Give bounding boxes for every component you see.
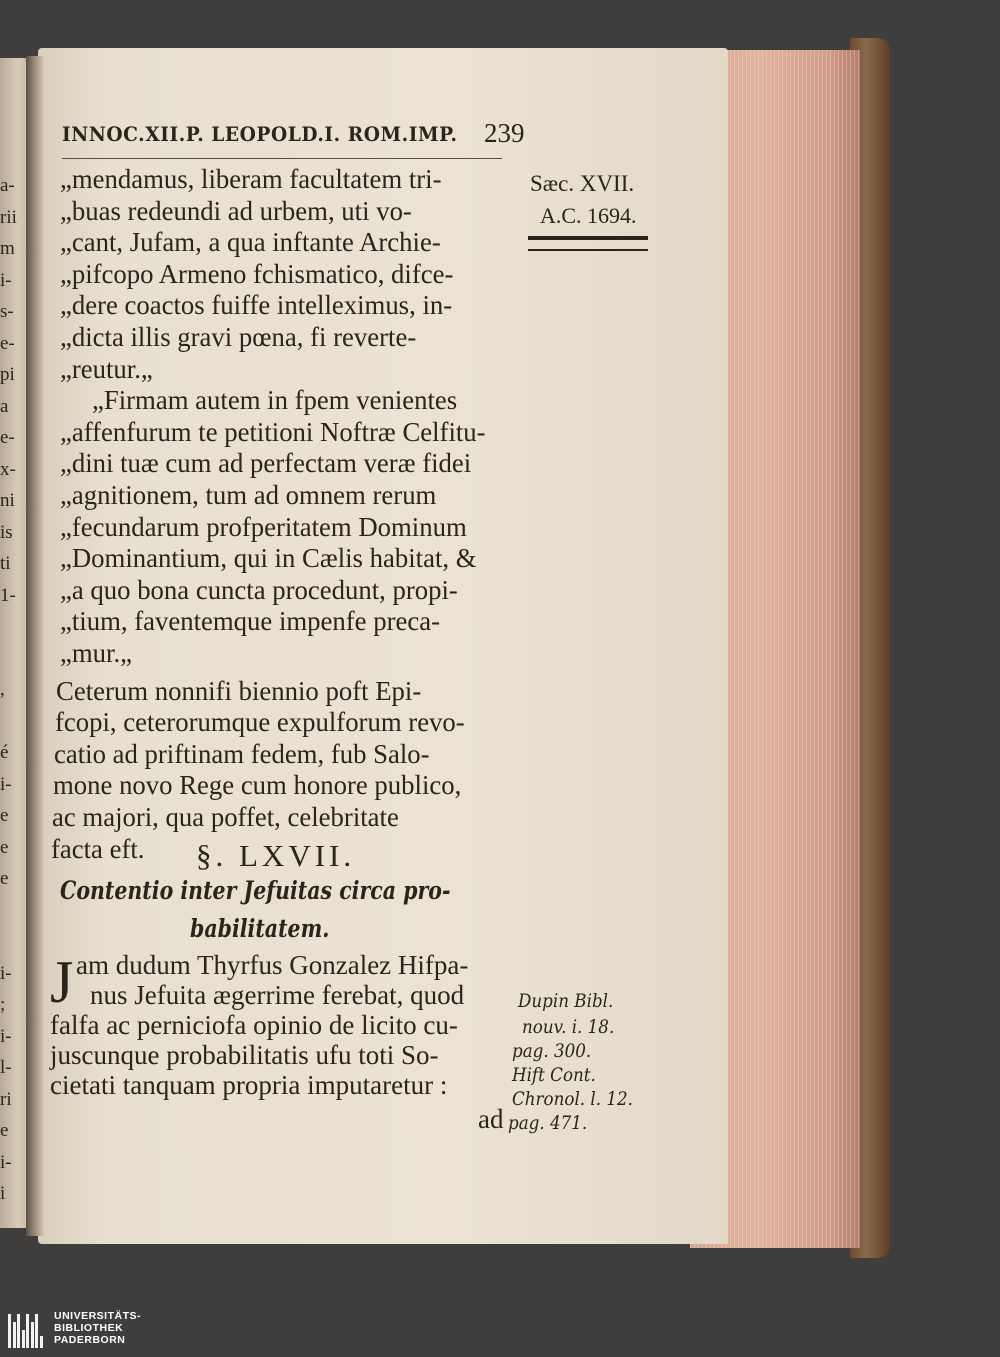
left-fragment: ti [0, 553, 11, 574]
text-line: „mendamus, liberam facultatem tri- [60, 164, 442, 194]
left-fragment [0, 611, 18, 643]
text-line: facta eft. [51, 833, 145, 864]
left-fragment: e [0, 1120, 9, 1141]
margin-note-line: Dupin Bibl. [518, 990, 614, 1012]
margin-note-line: Chronol. l. 12. [512, 1088, 633, 1110]
logo-bar [8, 1314, 11, 1348]
left-fragment: é [0, 742, 9, 763]
margin-note-line: Hift Cont. [512, 1064, 596, 1086]
left-fragment: m [0, 238, 15, 259]
header-rule [62, 158, 502, 159]
text-line: Ceterum nonnifi biennio poft Epi- [56, 675, 422, 706]
drop-capital: J [50, 949, 74, 1015]
left-fragment: i- [0, 773, 12, 795]
logo-bar [31, 1322, 34, 1348]
left-fragment: i- [0, 962, 12, 984]
left-fragment: 1- [0, 584, 16, 606]
text-line: „a quo bona cuncta procedunt, propi- [60, 574, 458, 605]
logo-bar [35, 1314, 38, 1348]
left-page-fragments [0, 170, 18, 1210]
left-fragment: i- [0, 1025, 12, 1047]
left-fragment: ni [0, 490, 15, 511]
left-fragment: is [0, 521, 13, 543]
left-fragment: e- [0, 332, 15, 354]
logo-text-line-3: PADERBORN [54, 1334, 126, 1346]
text-line: am dudum Thyrfus Gonzalez Hifpa- [76, 950, 469, 980]
left-fragment [0, 926, 18, 958]
left-fragment: ; [0, 994, 6, 1015]
gutter-shadow [26, 56, 44, 1236]
text-line: „dini tuæ cum ad perfectam veræ fidei [60, 448, 472, 479]
text-line: „tium, faventemque impenfe preca- [60, 606, 440, 637]
logo-bar [13, 1322, 16, 1348]
left-fragment: e [0, 868, 9, 889]
left-fragment [0, 643, 18, 675]
logo-text-line-2: BIBLIOTHEK [54, 1322, 124, 1334]
text-line: falfa ac perniciofa opinio de licito cu- [50, 1010, 458, 1040]
section-number: §. LXVII. [196, 838, 356, 873]
left-fragment [0, 895, 18, 927]
margin-year: A.C. 1694. [540, 203, 637, 228]
left-fragment: i [0, 1183, 6, 1204]
section-title-line-2: babilitatem. [190, 914, 330, 943]
left-fragment: l- [0, 1057, 12, 1078]
text-line: „dere coactos fuiffe intelleximus, in- [60, 290, 453, 321]
left-fragment [0, 706, 18, 738]
left-fragment: a- [0, 175, 15, 196]
footer-bar [0, 1306, 1000, 1357]
left-fragment: e [0, 836, 9, 858]
margin-note-line: nouv. i. 18. [522, 1016, 615, 1038]
running-head: INNOC.XII.P. LEOPOLD.I. ROM.IMP. [62, 122, 458, 146]
margin-note-line: pag. 300. [512, 1040, 592, 1062]
margin-note-line: pag. 471. [508, 1112, 588, 1134]
left-fragment: i- [0, 1151, 12, 1173]
text-line: „dicta illis gravi pœna, fi reverte- [60, 322, 417, 352]
text-line: „pifcopo Armeno fchismatico, difce- [60, 258, 454, 289]
library-logo-icon [8, 1314, 44, 1348]
left-fragment: pi [0, 364, 15, 385]
left-fragment: e [0, 805, 9, 826]
text-line: „Firmam autem in fpem venientes [92, 385, 458, 416]
text-line: „reutur.„ [60, 353, 153, 384]
text-line: ad [478, 1104, 504, 1134]
text-line: „fecundarum profperitatem Dominum [60, 511, 467, 542]
text-line: nus Jefuita ægerrime ferebat, quod [90, 980, 465, 1010]
left-fragment: rii [0, 206, 17, 228]
text-line: „buas redeundi ad urbem, uti vo- [60, 195, 412, 226]
text-line: fcopi, ceterorumque expulforum revo- [55, 707, 465, 738]
left-fragment: e- [0, 427, 15, 448]
logo-bar [40, 1336, 43, 1348]
left-fragment: s- [0, 301, 14, 322]
left-fragment: , [0, 679, 5, 700]
logo-bar [22, 1330, 25, 1348]
text-line: „mur.„ [60, 638, 133, 668]
margin-century: Sæc. XVII. [530, 171, 635, 196]
text-line: cietati tanquam propria imputaretur : [50, 1070, 448, 1100]
text-line: „affenfurum te petitioni Noftræ Celfitu- [60, 416, 486, 447]
logo-text-line-1: UNIVERSITÄTS- [54, 1310, 142, 1322]
text-line: „cant, Jufam, a qua inftante Archie- [60, 227, 441, 258]
logo-bar [17, 1314, 20, 1348]
margin-rule [528, 236, 648, 251]
page-number: 239 [484, 118, 525, 148]
text-line: catio ad priftinam fedem, fub Salo- [54, 738, 430, 769]
section-title-line-1: Contentio inter Jefuitas circa pro- [60, 876, 451, 905]
left-fragment: a [0, 395, 9, 417]
logo-bar [26, 1314, 29, 1348]
left-fragment: i- [0, 269, 12, 291]
left-fragment: x- [0, 458, 16, 480]
text-line: ac majori, qua poffet, celebritate [52, 802, 399, 832]
text-line: mone novo Rege cum honore publico, [53, 770, 462, 801]
text-line: „agnitionem, tum ad omnem rerum [60, 480, 437, 510]
left-fragment: ri [0, 1088, 12, 1110]
text-line: „Dominantium, qui in Cælis habitat, & [60, 543, 477, 574]
text-line: juscunque probabilitatis ufu toti So- [50, 1040, 439, 1070]
